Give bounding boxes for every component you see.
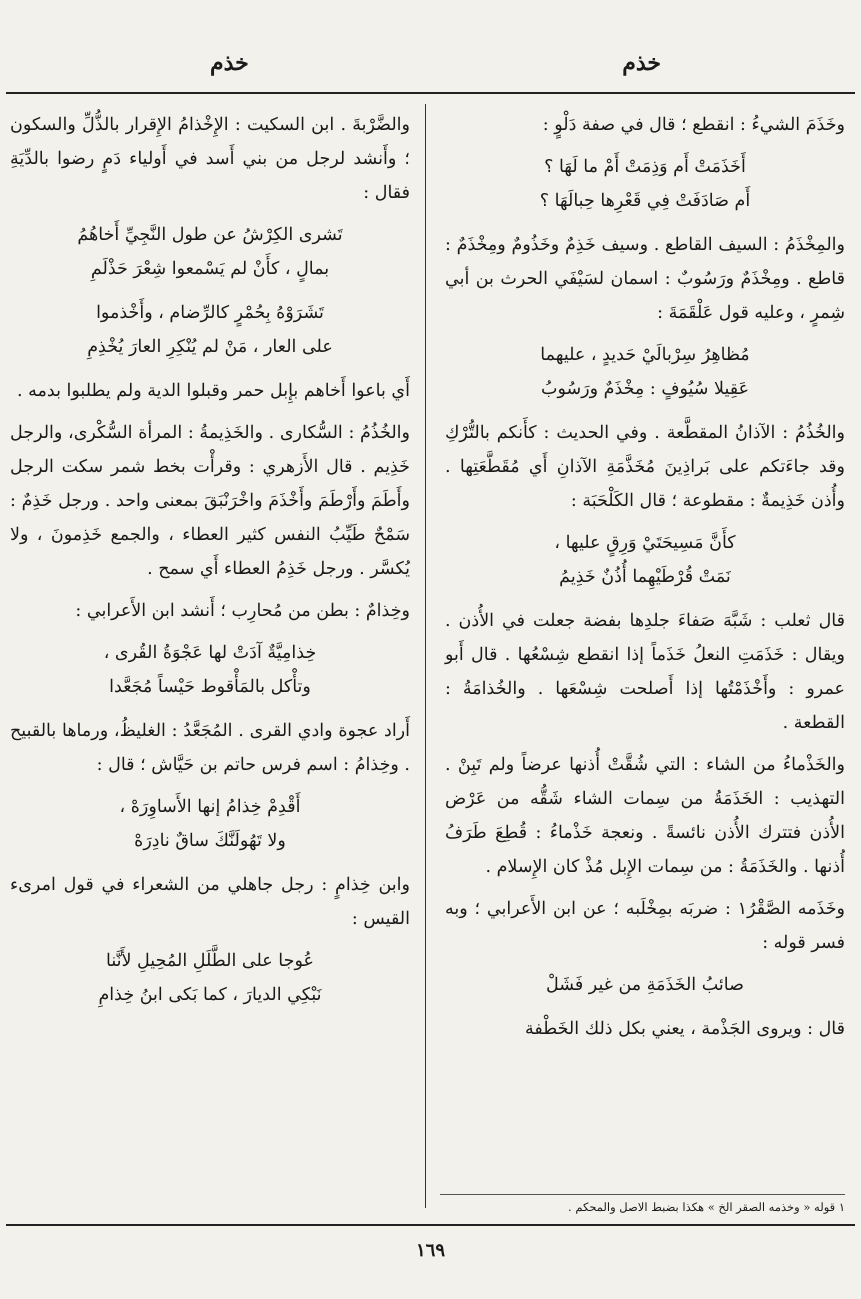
verse-line: كأَنَّ مَسِيحَتَيْ وَرِقٍ عليها ، bbox=[554, 533, 736, 553]
verse bbox=[445, 526, 845, 594]
paragraph: والخُذُمُ : السُّكارى . والخَذِيمةُ : المرأة السُّكْرى، والرجل خَذِيم . قال الأَزهري : وقرأْت بخط شمر سكت الرجل وأَطَمَ وأَرْطَمَ وأَخْذَمَ واخْرَنْبَقَ بمعنى واحد . ورجل خَذِمٌ : سَمْحٌ طَيِّبُ النفس كثير العطاء ، والجمع خَذِمونَ ، ولا يُكسَّر . ورجل خَذِمُ العطاء أَي سمح . bbox=[10, 423, 410, 579]
paragraph: والمِخْذَمُ : السيف القاطع . وسيف خَذِمٌ وخَذُومٌ ومِخْذَمٌ : قاطع . ومِخْذَمٌ ورَسُوبٌ : اسمان لسَيْفَي الحرث بن أبي شِمرٍ ، وعليه قول عَلْقَمَةَ : bbox=[445, 235, 845, 323]
paragraph: والخُذُمُ : الآذانُ المقطَّعة . وفي الحديث : كأَنكم بالتُّرْكِ وقد جاءَتكم على بَراذِينَ مُخَذَّمَةِ الآذانِ أَي مُقَطَّعَتِها . وأُذن خَذِيمةٌ : مقطوعة ؛ قال الكَلْحَبَة : bbox=[445, 423, 845, 511]
verse-line: عُوجا على الطَّلَلِ المُحِيلِ لأَنَّنا bbox=[106, 951, 314, 971]
verse-line: أَم صَادَفَتْ فِي قَعْرِها حِبالَهَا ؟ bbox=[539, 191, 751, 211]
left-column bbox=[10, 108, 410, 1022]
verse-line: ولا تَهُولَنَّكَ ساقٌ نادِرَهْ bbox=[134, 831, 286, 851]
paragraph: وخَذَمَ الشيءُ : انقطع ؛ قال في صفة دَلْوٍ : bbox=[542, 115, 845, 135]
verse-line: أَقْدِمْ خِذامُ إنها الأَساوِرَهْ ، bbox=[119, 797, 301, 817]
verse-line: تَشَرَوْهُ بِحُمْرٍ كالرِّضام ، وأَخْذموا bbox=[96, 303, 324, 323]
verse-line: خِذامِيَّةٌ آدَتْ لها عَجْوَةُ القُرى ، bbox=[103, 643, 317, 663]
paragraph: وخِذامٌ : بطن من مُحارِب ؛ أَنشد ابن الأَعرابي : bbox=[75, 601, 410, 621]
paragraph: والضَّرْبةَ . ابن السكيت : الإِخْذامُ الإِقرار بالذُّلِّ والسكون ؛ وأَنشد لرجل من بني أَسد في أَولياء دَمٍ رضوا بالدِّيَةِ فقال : bbox=[10, 115, 410, 203]
paragraph: أَي باعوا أَخاهم بإِبل حمر وقبلوا الدية ولم يطلبوا بدمه . bbox=[17, 381, 410, 401]
verse-line: صائبُ الخَذَمَةِ من غير فَشَلْ bbox=[546, 975, 744, 995]
verse-line: نَبْكِي الديارَ ، كما بَكى ابنُ خِذامِ bbox=[98, 985, 322, 1005]
verse-line: على العار ، مَنْ لم يُنْكِرِ العارَ يُخْذِمِ bbox=[87, 337, 333, 357]
verse bbox=[10, 790, 410, 858]
paragraph: وخَذَمه الصَّقْرُ١ : ضربَه بمِخْلَبه ؛ عن ابن الأَعرابي ؛ وبه فسر قوله : bbox=[445, 899, 845, 953]
page-number: ١٦٩ bbox=[415, 1240, 445, 1261]
verse-line: نَمَتْ قُرْطَيْهِما أُذُنٌ خَذِيمُ bbox=[559, 567, 731, 587]
verse bbox=[10, 218, 410, 286]
footnote: ١ قوله « وخذمه الصقر الخ » هكذا بضبط الاصل والمحكم . bbox=[440, 1194, 845, 1215]
top-rule bbox=[6, 92, 855, 94]
verse bbox=[445, 968, 845, 1002]
verse bbox=[10, 636, 410, 704]
paragraph: والخَذْماءُ من الشاء : التي شُقَّتْ أُذنها عرضاً ولم تَبِنْ . التهذيب : الخَذَمَةُ من سِمات الشاء شَقُّه من عَرْض الأُذن فتترك الأُذن نائسةً . ونعجة خَذْماءُ : قُطِعَ طَرَفُ أُذنها . والخَذَمَةُ : من سِمات الإِبل مُذْ كان الإِسلام . bbox=[445, 755, 845, 877]
verse-line: وتأْكل بالمَأْقوط حَيْساً مُجَعَّدا bbox=[109, 677, 311, 697]
bottom-rule bbox=[6, 1224, 855, 1226]
verse-line: عَقِيلا سُيُوفٍ : مِخْذَمٌ ورَسُوبُ bbox=[540, 379, 750, 399]
verse-line: تَشرى الكِرْشُ عن طول النَّجِيِّ أَخاهُمُ bbox=[77, 225, 343, 245]
page-header-left: خذم bbox=[210, 50, 249, 76]
right-column bbox=[445, 108, 845, 1054]
verse bbox=[10, 944, 410, 1012]
paragraph: قال ثعلب : شَبَّهَ صَفاءَ جلدِها بفضة جعلت في الأُذن . ويقال : خَذَمَتِ النعلُ خَذَماً إذا انقطع شِسْعُها . قال أَبو عمرو : وأَخْذَمْتُها إذا أَصلحت شِسْعَها . والخُذامَةُ : القطعة . bbox=[445, 611, 845, 733]
verse bbox=[445, 150, 845, 218]
verse-line: بمالٍ ، كأَنْ لم يَسْمعوا شِعْرَ حَذْلَمِ bbox=[90, 259, 330, 279]
column-divider bbox=[425, 104, 426, 1208]
verse-line: مُظاهِرُ سِرْبالَيْ حَديدٍ ، عليهما bbox=[540, 345, 750, 365]
verse-line: أَخَذَمَتْ أَم وَذِمَتْ أَمْ ما لَهَا ؟ bbox=[544, 157, 746, 177]
verse bbox=[445, 338, 845, 406]
verse bbox=[10, 296, 410, 364]
paragraph: وابن خِذامٍ : رجل جاهلي من الشعراء في قول امرىء القيس : bbox=[10, 875, 410, 929]
page-header-right: خذم bbox=[622, 50, 661, 76]
paragraph: قال : ويروى الجَذْمة ، يعني بكل ذلك الخَطْفة bbox=[525, 1019, 845, 1039]
paragraph: أَراد عجوة وادي القرى . المُجَعَّدُ : الغليظُ، ورماها بالقبيح . وخِذامُ : اسم فرس حاتم بن حَيَّاش ؛ قال : bbox=[10, 721, 410, 775]
